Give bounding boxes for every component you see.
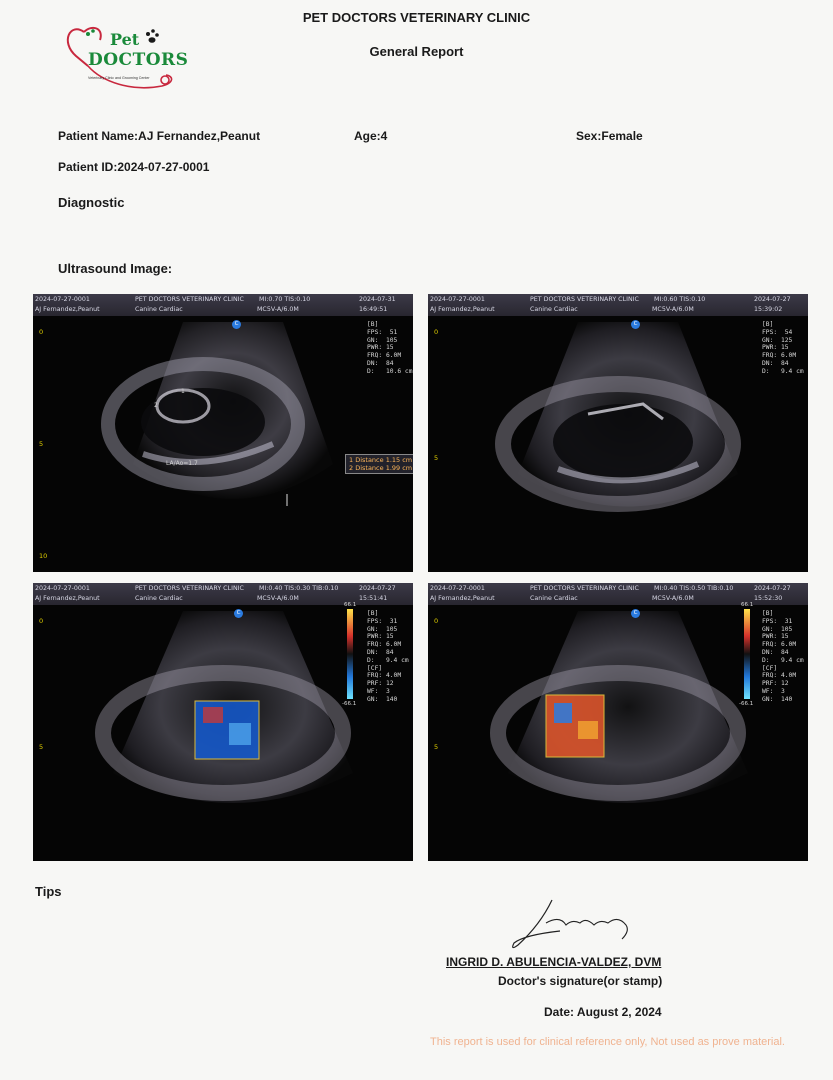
scan-date: 2024-07-31 [359,296,396,303]
report-date [544,1005,662,1019]
color-bar-max: 66.1 [344,602,357,608]
logo-top-text: Pet [110,30,140,49]
logo-tagline: Veterinary Clinic and Grooming Center [88,76,150,80]
color-bar-min: -66.1 [342,701,357,707]
scan-patient: AJ Fernandez,Peanut [35,306,100,313]
scan-probe: MC5V-A/6.0M [257,595,299,602]
report-date-value: August 2, 2024 [576,1005,662,1019]
scan-exam: Canine Cardiac [135,306,183,313]
scan-date: 2024-07-27 [359,585,396,592]
depth-scale-10: 10 [39,552,48,560]
patient-id-value: 2024-07-27-0001 [117,160,210,174]
clinic-logo [62,20,189,100]
ultrasound-image-4 [428,583,808,861]
scan-indices: MI:0.40 TIS:0.30 TIB:0.10 [259,585,339,592]
scan-date: 2024-07-27 [754,585,791,592]
scan-indices: MI:0.60 TIS:0.10 [654,296,706,303]
disclaimer: This report is used for clinical reference only, Not used as prove material. [429,1036,785,1048]
scan-time: 16:49:51 [359,306,388,313]
measurement-1: 1 Distance 1.15 cm [349,456,413,464]
probe-orientation-icon: C [232,320,241,329]
scan-probe: MC5V-A/6.0M [652,306,694,313]
depth-scale-0: 0 [434,328,439,336]
scan-time: 15:52:30 [754,595,783,602]
scan-params: [B] FPS: 54 GN: 125 PWR: 15 FRQ: 6.0M DN: 84 D: 9.4 cm [762,321,804,375]
scan-params: [B] FPS: 31 GN: 105 PWR: 15 FRQ: 6.0M DN: 84 D: 9.4 cm [CF] FRQ: 4.0M PRF: 12 WF: 3 GN: 140 [367,610,409,703]
la-ao-ratio: LA/Ao=1.7 [166,460,198,467]
scan-params: [B] FPS: 31 GN: 105 PWR: 15 FRQ: 6.0M DN: 84 D: 9.4 cm [CF] FRQ: 4.0M PRF: 12 WF: 3 GN: 140 [762,610,804,703]
depth-scale-5: 5 [434,743,439,751]
measure-mark-1: 1 [181,388,185,395]
ultrasound-scan-2 [428,294,808,572]
ultrasound-image-2 [428,294,808,572]
measure-mark-2: 2 [154,402,158,409]
scan-params: [B] FPS: 51 GN: 105 PWR: 15 FRQ: 6.0M DN: 84 D: 10.6 cm [367,321,413,375]
patient-sex-value: Female [601,129,643,143]
scan-indices: MI:0.70 TIS:0.10 [259,296,311,303]
probe-orientation-icon: C [631,609,640,618]
tips-heading: Tips [35,884,62,899]
patient-name-value: AJ Fernandez,Peanut [138,129,261,143]
scan-clinic: PET DOCTORS VETERINARY CLINIC [530,585,639,592]
ultrasound-scan-4 [428,583,808,861]
patient-id [58,160,209,174]
ultrasound-heading: Ultrasound Image: [58,261,173,276]
ultrasound-image-3 [33,583,413,861]
patient-sex-label: Sex: [576,129,602,143]
depth-scale-5: 5 [39,743,44,751]
scan-patient: AJ Fernandez,Peanut [35,595,100,602]
logo-main-text: DOCTORS [88,50,189,70]
scan-clinic: PET DOCTORS VETERINARY CLINIC [135,296,244,303]
scan-indices: MI:0.40 TIS:0.50 TIB:0.10 [654,585,734,592]
scan-probe: MC5V-A/6.0M [257,306,299,313]
scan-exam: Canine Cardiac [530,306,578,313]
clinic-name: PET DOCTORS VETERINARY CLINIC [302,10,531,25]
doctor-signature [500,895,650,955]
patient-age-label: Age: [354,129,381,143]
measurement-2: 2 Distance 1.99 cm [349,464,413,472]
signature-label: Doctor's signature(or stamp) [498,974,663,988]
depth-scale-0: 0 [39,617,44,625]
patient-name [58,129,260,143]
report-title: General Report [369,44,464,59]
scan-patient: AJ Fernandez,Peanut [430,595,495,602]
scan-id: 2024-07-27-0001 [430,585,485,592]
scan-exam: Canine Cardiac [530,595,578,602]
scan-probe: MC5V-A/6.0M [652,595,694,602]
patient-age [354,129,387,143]
doctor-name: INGRID D. ABULENCIA-VALDEZ, DVM [446,955,662,969]
ultrasound-scan-1 [33,294,413,572]
patient-age-value: 4 [380,129,388,143]
scan-date: 2024-07-27 [754,296,791,303]
depth-scale-0: 0 [434,617,439,625]
probe-orientation-icon: C [234,609,243,618]
depth-scale-5: 5 [39,440,44,448]
color-bar-min: -66.1 [739,701,754,707]
ultrasound-image-1 [33,294,413,572]
color-bar-max: 66.1 [741,602,754,608]
scan-patient: AJ Fernandez,Peanut [430,306,495,313]
scan-id: 2024-07-27-0001 [35,296,90,303]
scan-time: 15:39:02 [754,306,783,313]
patient-sex [576,129,643,143]
patient-id-label: Patient ID: [58,160,118,174]
scan-exam: Canine Cardiac [135,595,183,602]
scan-id: 2024-07-27-0001 [430,296,485,303]
depth-scale-0: 0 [39,328,44,336]
probe-orientation-icon: C [631,320,640,329]
report-date-label: Date: [544,1005,575,1019]
ultrasound-scan-3 [33,583,413,861]
patient-name-label: Patient Name: [58,129,139,143]
measurement-box [345,454,413,474]
scan-clinic: PET DOCTORS VETERINARY CLINIC [530,296,639,303]
scan-time: 15:51:41 [359,595,388,602]
scan-clinic: PET DOCTORS VETERINARY CLINIC [135,585,244,592]
diagnostic-heading: Diagnostic [58,195,125,210]
scan-id: 2024-07-27-0001 [35,585,90,592]
depth-scale-5: 5 [434,454,439,462]
